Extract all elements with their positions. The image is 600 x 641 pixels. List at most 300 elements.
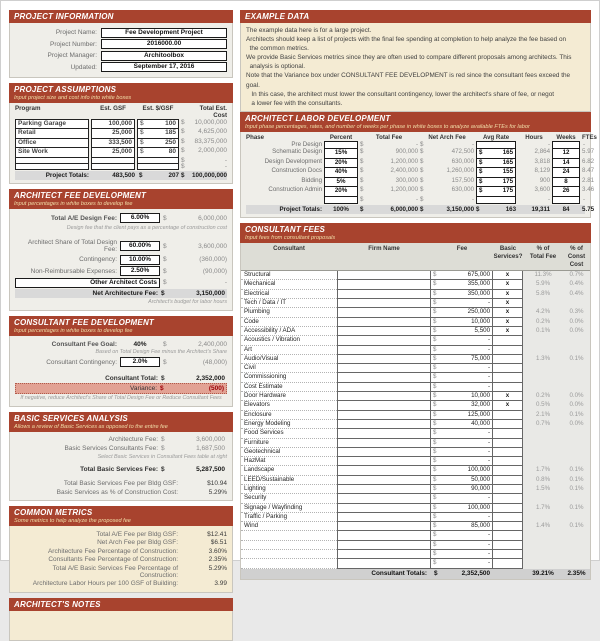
project-info-row <box>15 62 227 72</box>
ftes-cell: 2.81 <box>582 176 595 184</box>
basic-services-checkbox[interactable] <box>493 531 523 540</box>
firm-name-input[interactable] <box>337 439 431 448</box>
fee-input[interactable]: $ 675,000 <box>431 271 493 280</box>
gsf-input[interactable]: 25,000 <box>91 128 135 139</box>
firm-name-input[interactable] <box>337 308 431 317</box>
consultant-row <box>241 392 590 401</box>
project-info-row <box>15 28 227 38</box>
pct-of-total-fee: 1.7% <box>523 504 563 513</box>
firm-name-input[interactable] <box>337 271 431 280</box>
metric-row <box>15 548 227 555</box>
basic-services-checkbox[interactable] <box>493 346 523 355</box>
pct-of-const-cost <box>563 494 590 503</box>
firm-name-input[interactable] <box>337 420 431 429</box>
section-subtitle: Some metrics to help analyze the proposed fee <box>14 518 131 524</box>
fee-input[interactable]: $ 75,000 <box>431 355 493 364</box>
total-ae-pct-input[interactable]: 6.00% <box>120 213 160 223</box>
basic-services-checkbox[interactable] <box>493 336 523 345</box>
consultant-contingency-input[interactable]: 2.0% <box>120 357 160 367</box>
rate-value: 100 <box>165 119 176 127</box>
firm-name-input[interactable] <box>337 531 431 540</box>
consultant-row <box>241 448 590 457</box>
pct-of-const-cost: 0.1% <box>563 466 590 475</box>
fee-input[interactable]: $ 350,000 <box>431 290 493 299</box>
section-header <box>9 10 233 23</box>
pct-of-total-fee: 0.7% <box>523 420 563 429</box>
pct-of-const-cost: 0.0% <box>563 401 590 410</box>
fee-input[interactable]: $ - <box>431 541 493 550</box>
avg-rate-input[interactable]: $ 175 <box>476 186 516 197</box>
consultant-row <box>241 550 590 559</box>
example-data-line: the common metrics. <box>246 45 309 53</box>
basic-services-checkbox[interactable]: x <box>493 318 523 327</box>
nonreimb-pct-input[interactable]: 2.50% <box>120 266 160 276</box>
pct-of-total-fee <box>523 346 563 355</box>
total-basic-services-row: Total Basic Services Fee: $ 5,287,500 <box>80 465 226 473</box>
firm-name-input[interactable] <box>337 383 431 392</box>
totals-gsf: 483,500 <box>112 171 135 179</box>
consultant-name: Audio/Visual <box>241 355 337 364</box>
consultant-name: Commissioning <box>241 373 337 382</box>
fee-input[interactable]: $ 125,000 <box>431 411 493 420</box>
weeks-input[interactable]: 26 <box>552 186 580 197</box>
hours-cell: 3,600 <box>534 186 551 194</box>
avg-rate-input[interactable]: $ 165 <box>476 158 516 169</box>
section-header <box>9 506 233 526</box>
basic-services-checkbox[interactable]: x <box>493 271 523 280</box>
gsf-input[interactable]: 25,000 <box>91 147 135 158</box>
avg-rate-input[interactable]: $ 155 <box>476 167 516 178</box>
pct-of-const-cost <box>563 457 590 466</box>
weeks-input[interactable]: 8 <box>552 177 580 188</box>
metric-value: 3.99 <box>214 580 228 587</box>
firm-name-input[interactable] <box>337 541 431 550</box>
section-title: CONSULTANT FEES <box>245 225 326 235</box>
pct-of-total-fee <box>523 550 563 559</box>
ftes-cell: 8.47 <box>582 167 595 175</box>
assumptions-totals-row <box>15 171 227 180</box>
percent-input[interactable] <box>324 196 358 205</box>
pct-of-total-fee: 0.2% <box>523 318 563 327</box>
example-data-line: In this case, the architect must lower the consultant contingency, lower the architect's share of fee, or negot <box>246 90 555 98</box>
basic-services-checkbox[interactable] <box>493 476 523 485</box>
basic-services-checkbox[interactable]: x <box>493 392 523 401</box>
basic-services-checkbox[interactable] <box>493 373 523 382</box>
fee-input[interactable]: $ 85,000 <box>431 522 493 531</box>
section-title: EXAMPLE DATA <box>245 12 310 21</box>
consultant-row <box>241 504 590 513</box>
dollar-sign: $ <box>163 267 167 275</box>
fee-input[interactable]: $ - <box>431 448 493 457</box>
firm-name-input[interactable] <box>337 559 431 568</box>
metric-row <box>15 556 227 563</box>
metric-row <box>15 539 227 546</box>
total-fee-cell: $ 2,400,000 <box>360 167 419 175</box>
consultant-totals-row: Consultant Totals: $ 2,352,500 39.21% 2.35% <box>241 569 590 579</box>
basic-services-checkbox[interactable] <box>493 383 523 392</box>
basic-services-checkbox[interactable]: x <box>493 299 523 308</box>
pct-of-const-cost <box>563 429 590 438</box>
weeks-input[interactable]: 14 <box>552 158 580 169</box>
dollar-sign: $ <box>181 162 185 170</box>
fee-note: Architect's budget for labor hours <box>148 299 228 305</box>
consultant-name: Structural <box>241 271 337 280</box>
firm-name-input[interactable] <box>337 373 431 382</box>
share-pct-input[interactable]: 60.00% <box>120 241 160 251</box>
firm-name-input[interactable] <box>337 346 431 355</box>
fee-input[interactable]: $ 10,000 <box>431 318 493 327</box>
basic-services-checkbox[interactable] <box>493 466 523 475</box>
section-header <box>240 112 591 132</box>
avg-rate-input[interactable]: $ 165 <box>476 148 516 159</box>
col-header-pct-cost: % of Const Cost <box>567 245 586 268</box>
program-input[interactable]: Parking Garage <box>15 119 89 130</box>
net-arch-fee-cell: $ 472,500 <box>420 148 475 156</box>
section-header <box>9 316 233 336</box>
consultant-name: Elevators <box>241 401 337 410</box>
fee-goal-pct: 40% <box>133 340 147 348</box>
section-title: PROJECT ASSUMPTIONS <box>14 84 117 94</box>
program-input[interactable]: Site Work <box>15 147 89 158</box>
firm-name-input[interactable] <box>337 299 431 308</box>
consultant-name: Mechanical <box>241 280 337 289</box>
firm-name-input[interactable] <box>337 466 431 475</box>
section-subtitle: Input percentages in white boxes to develop fee <box>14 328 133 334</box>
example-data-line: The example data here is for a large project. <box>246 27 372 34</box>
fee-input[interactable]: $ 40,000 <box>431 420 493 429</box>
pct-of-total-fee: 2.1% <box>523 411 563 420</box>
total-fee-cell: $ 300,000 <box>360 176 419 184</box>
firm-name-input[interactable] <box>337 494 431 503</box>
consultant-fees-table <box>240 243 591 579</box>
gsf-input[interactable] <box>91 163 135 170</box>
fee-input[interactable]: $ 100,000 <box>431 504 493 513</box>
fee-input[interactable]: $ - <box>431 373 493 382</box>
avg-rate-input[interactable]: $ 175 <box>476 177 516 188</box>
consultant-row <box>241 364 590 373</box>
pct-of-const-cost <box>563 346 590 355</box>
basic-services-checkbox[interactable] <box>493 355 523 364</box>
project-info-label: Updated: <box>70 63 97 71</box>
consultant-row <box>241 308 590 317</box>
consultant-name: Electrical <box>241 290 337 299</box>
contingency-pct-input[interactable]: 10.00% <box>120 255 160 265</box>
net-arch-fee-cell: $ 630,000 <box>420 186 475 194</box>
hours-cell: 900 <box>539 176 551 184</box>
firm-name-input[interactable] <box>337 290 431 299</box>
consultant-row <box>241 513 590 522</box>
basic-services-checkbox[interactable] <box>493 550 523 559</box>
section-consultant-fees <box>240 223 591 579</box>
program-input[interactable]: Office <box>15 138 89 149</box>
rate-input[interactable] <box>137 163 179 170</box>
section-header <box>9 189 233 209</box>
basic-services-checkbox[interactable] <box>493 541 523 550</box>
program-input[interactable]: Retail <box>15 128 89 139</box>
pct-of-total-fee <box>523 429 563 438</box>
firm-name-input[interactable] <box>337 336 431 345</box>
architect-share-row: Architect Share of Total Design Fee: 60.00% $ 3,600,000 <box>27 239 228 253</box>
basic-services-checkbox[interactable] <box>493 429 523 438</box>
dollar-sign: $ <box>181 171 185 179</box>
fee-input[interactable]: $ - <box>431 299 493 308</box>
firm-name-input[interactable] <box>337 485 431 494</box>
phase-label: Construction Admin <box>268 186 323 194</box>
basic-services-checkbox[interactable] <box>493 457 523 466</box>
col-header-consultant: Consultant <box>273 245 305 253</box>
pct-of-total-fee: 0.8% <box>523 476 563 485</box>
dollar-sign: $ <box>161 465 165 473</box>
total-ae-fee-row: Total A/E Design Fee: 6.00% $ 6,000,000 <box>50 214 228 222</box>
pct-of-const-cost <box>563 541 590 550</box>
fee-input[interactable]: $ - <box>431 383 493 392</box>
left-column <box>9 10 233 609</box>
consultant-row <box>241 299 590 308</box>
dollar-sign: $ <box>181 128 185 135</box>
firm-name-input[interactable] <box>337 457 431 466</box>
fee-input[interactable]: $ 50,000 <box>431 476 493 485</box>
program-input[interactable] <box>15 163 89 170</box>
other-costs-input[interactable]: Other Architect Costs <box>15 278 160 288</box>
pct-of-const-cost: 0.1% <box>563 522 590 531</box>
section-title: ARCHITECT LABOR DEVELOPMENT <box>245 113 391 123</box>
fee-input[interactable]: $ 355,000 <box>431 280 493 289</box>
example-data-line: Note that the Variance box under CONSULTANT FEE DEVELOPMENT is red since the consultant fees exceed the goal. <box>246 72 571 89</box>
firm-name-input[interactable] <box>337 550 431 559</box>
fee-input[interactable]: $ - <box>431 336 493 345</box>
firm-name-input[interactable] <box>337 429 431 438</box>
consultant-row <box>241 476 590 485</box>
dollar-sign: $ <box>140 148 144 155</box>
gsf-input[interactable]: 100,000 <box>91 119 135 130</box>
fee-input[interactable]: $ - <box>431 494 493 503</box>
pct-of-total-fee: 1.5% <box>523 485 563 494</box>
section-subtitle: Allows a review of Basic Services as opposed to the entire fee <box>14 423 168 430</box>
firm-name-input[interactable] <box>337 401 431 410</box>
total-cost-value: 83,375,000 <box>194 137 228 145</box>
pct-of-const-cost: 0.4% <box>563 290 590 299</box>
basic-services-checkbox[interactable] <box>493 448 523 457</box>
section-basic-services-analysis <box>9 412 233 502</box>
fee-input[interactable]: $ - <box>431 429 493 438</box>
project-info-input[interactable]: Architoolbox <box>101 51 227 61</box>
rate-value: 185 <box>165 129 176 136</box>
section-example-data <box>240 10 591 112</box>
project-info-label: Project Number: <box>50 40 97 48</box>
fee-input[interactable]: $ 5,500 <box>431 327 493 336</box>
metric-label: Net Arch Fee per Bldg GSF: <box>97 539 179 546</box>
firm-name-input[interactable] <box>337 448 431 457</box>
percent-input[interactable]: 20% <box>324 186 358 197</box>
basic-services-checkbox[interactable] <box>493 504 523 513</box>
consultant-row <box>241 383 590 392</box>
consultant-row <box>241 327 590 336</box>
basic-services-checkbox[interactable]: x <box>493 280 523 289</box>
pct-of-const-cost: 0.0% <box>563 392 590 401</box>
weeks-input[interactable]: 24 <box>552 167 580 178</box>
fee-input[interactable]: $ 250,000 <box>431 308 493 317</box>
percent-input[interactable]: 20% <box>324 158 358 169</box>
total-cost-value: - <box>224 156 228 164</box>
dollar-sign: $ <box>163 358 167 366</box>
net-architecture-fee-row: Net Architecture Fee: $ 3,150,000 <box>15 289 227 298</box>
consultant-row <box>241 355 590 364</box>
pct-of-const-cost <box>563 513 590 522</box>
firm-name-input[interactable] <box>337 504 431 513</box>
phase-label: Bidding <box>301 176 323 184</box>
pct-of-const-cost <box>563 383 590 392</box>
pct-of-total-fee <box>523 494 563 503</box>
percent-input[interactable]: 5% <box>324 177 358 188</box>
percent-input[interactable]: 15% <box>324 148 358 159</box>
architects-notes-input-area[interactable] <box>9 611 233 641</box>
fee-input[interactable]: $ - <box>431 531 493 540</box>
consultant-name: Accessibility / ADA <box>241 327 337 336</box>
gsf-input[interactable]: 333,500 <box>91 138 135 149</box>
fee-input[interactable]: $ 32,000 <box>431 401 493 410</box>
fee-input[interactable]: $ - <box>431 439 493 448</box>
consultant-name <box>241 550 337 559</box>
fee-input[interactable]: $ - <box>431 364 493 373</box>
dollar-sign: $ <box>140 129 144 136</box>
non-reimbursable-row: Non-Reimbursable Expenses: 2.50% $ (90,000) <box>30 267 228 275</box>
right-column <box>240 10 597 578</box>
consultant-row <box>241 429 590 438</box>
basic-services-checkbox[interactable] <box>493 420 523 429</box>
example-data-line: a lower fee with the consultants. <box>246 99 343 107</box>
basic-services-checkbox[interactable] <box>493 494 523 503</box>
per-gsf-row: Total Basic Services Fee per Bldg GSF: $10.94 <box>63 480 228 487</box>
dollar-sign: $ <box>181 147 185 154</box>
firm-name-input[interactable] <box>337 411 431 420</box>
consultant-row <box>241 420 590 429</box>
pct-of-total-fee: 5.9% <box>523 280 563 289</box>
fee-input[interactable]: $ 90,000 <box>431 485 493 494</box>
fee-input[interactable]: $ 100,000 <box>431 466 493 475</box>
basic-services-checkbox[interactable]: x <box>493 290 523 299</box>
pct-of-const-cost <box>563 373 590 382</box>
pct-of-const-cost <box>563 364 590 373</box>
assumptions-header-row <box>15 105 227 119</box>
basic-services-checkbox[interactable] <box>493 364 523 373</box>
col-header-program: Program <box>15 104 41 112</box>
consultant-row <box>241 346 590 355</box>
consultant-total-row: Consultant Total: $ 2,352,000 <box>105 374 226 382</box>
firm-name-input[interactable] <box>337 513 431 522</box>
basic-services-checkbox[interactable] <box>493 439 523 448</box>
consultant-contingency-row: Consultant Contingency: 2.0% $ (48,000) <box>46 358 228 366</box>
firm-name-input[interactable] <box>337 392 431 401</box>
consultant-name: Wind <box>241 522 337 531</box>
pct-of-total-fee <box>523 364 563 373</box>
phase-label: Schematic Design <box>272 148 323 156</box>
labor-header-row: Phase Percent Total Fee Net Arch Fee Avg Rate Hours Weeks FTEs <box>246 133 597 141</box>
section-subtitle: Input project size and cost info into white boxes <box>14 94 132 101</box>
labor-table-body <box>240 132 597 219</box>
basic-services-checkbox[interactable]: x <box>493 308 523 317</box>
fee-input[interactable]: $ - <box>431 513 493 522</box>
metric-label: Architecture Fee Percentage of Construction: <box>47 547 179 555</box>
consultant-row <box>241 401 590 410</box>
pct-of-total-fee: 5.8% <box>523 290 563 299</box>
project-info-input[interactable]: September 17, 2016 <box>101 62 227 72</box>
common-metrics-body <box>9 526 233 593</box>
firm-name-input[interactable] <box>337 364 431 373</box>
firm-name-input[interactable] <box>337 522 431 531</box>
firm-name-input[interactable] <box>337 476 431 485</box>
section-consultant-fee-development <box>9 316 233 407</box>
pct-of-total-fee <box>523 448 563 457</box>
basic-services-checkbox[interactable] <box>493 513 523 522</box>
pct-of-total-fee: 0.5% <box>523 401 563 410</box>
section-header <box>240 223 591 243</box>
section-architects-notes <box>9 598 233 641</box>
basic-services-checkbox[interactable]: x <box>493 327 523 336</box>
col-header-basic: Basic Services? <box>493 245 523 260</box>
consultant-name: Door Hardware <box>241 392 337 401</box>
weeks-input[interactable] <box>552 196 580 205</box>
dollar-sign: $ <box>163 340 167 348</box>
avg-rate-input[interactable] <box>476 196 516 205</box>
consultant-name: Traffic / Parking <box>241 513 337 522</box>
section-title: ARCHITECT'S NOTES <box>14 599 101 609</box>
percent-input[interactable]: 40% <box>324 167 358 178</box>
pct-of-const-cost: 0.0% <box>563 327 590 336</box>
hours-cell: - <box>547 140 551 148</box>
weeks-input[interactable]: 12 <box>552 148 580 159</box>
fee-input[interactable]: $ 10,000 <box>431 392 493 401</box>
fee-input[interactable]: $ - <box>431 346 493 355</box>
basic-services-checkbox[interactable] <box>493 485 523 494</box>
basic-services-checkbox[interactable] <box>493 411 523 420</box>
basic-services-checkbox[interactable] <box>493 559 523 568</box>
metric-value: 3.60% <box>208 547 228 555</box>
total-cost-value: 2,000,000 <box>198 147 228 154</box>
firm-name-input[interactable] <box>337 327 431 336</box>
fee-input[interactable]: $ - <box>431 550 493 559</box>
dollar-sign: $ <box>163 242 167 250</box>
section-project-information <box>9 10 233 78</box>
pct-of-total-fee <box>523 373 563 382</box>
project-info-input[interactable]: Fee Development Project <box>101 28 227 38</box>
basic-services-checkbox[interactable] <box>493 522 523 531</box>
total-fee-cell: $ 1,200,000 <box>360 157 419 165</box>
hours-cell: 8,129 <box>534 167 551 175</box>
example-data-body <box>240 23 591 112</box>
pct-of-const-cost: 0.4% <box>563 280 590 289</box>
firm-name-input[interactable] <box>337 280 431 289</box>
project-info-input[interactable]: 2016000.00 <box>101 39 227 49</box>
fee-input[interactable]: $ - <box>431 559 493 568</box>
consultant-row <box>241 290 590 299</box>
fee-input[interactable]: $ - <box>431 457 493 466</box>
phase-label: Construction Docs <box>271 167 323 175</box>
consultant-name: Code <box>241 318 337 327</box>
phase-label: Pre Design <box>291 140 323 148</box>
hours-cell: 2,864 <box>534 148 551 156</box>
consultant-row <box>241 531 590 540</box>
consultant-name: Landscape <box>241 466 337 475</box>
consultant-row <box>241 466 590 475</box>
dollar-sign: $ <box>163 279 167 286</box>
ftes-cell: 5.97 <box>582 148 595 156</box>
consultant-name: Signage / Wayfinding <box>241 504 337 513</box>
firm-name-input[interactable] <box>337 318 431 327</box>
consultant-name: Plumbing <box>241 308 337 317</box>
basic-services-checkbox[interactable]: x <box>493 401 523 410</box>
firm-name-input[interactable] <box>337 355 431 364</box>
consultant-name: Lighting <box>241 485 337 494</box>
